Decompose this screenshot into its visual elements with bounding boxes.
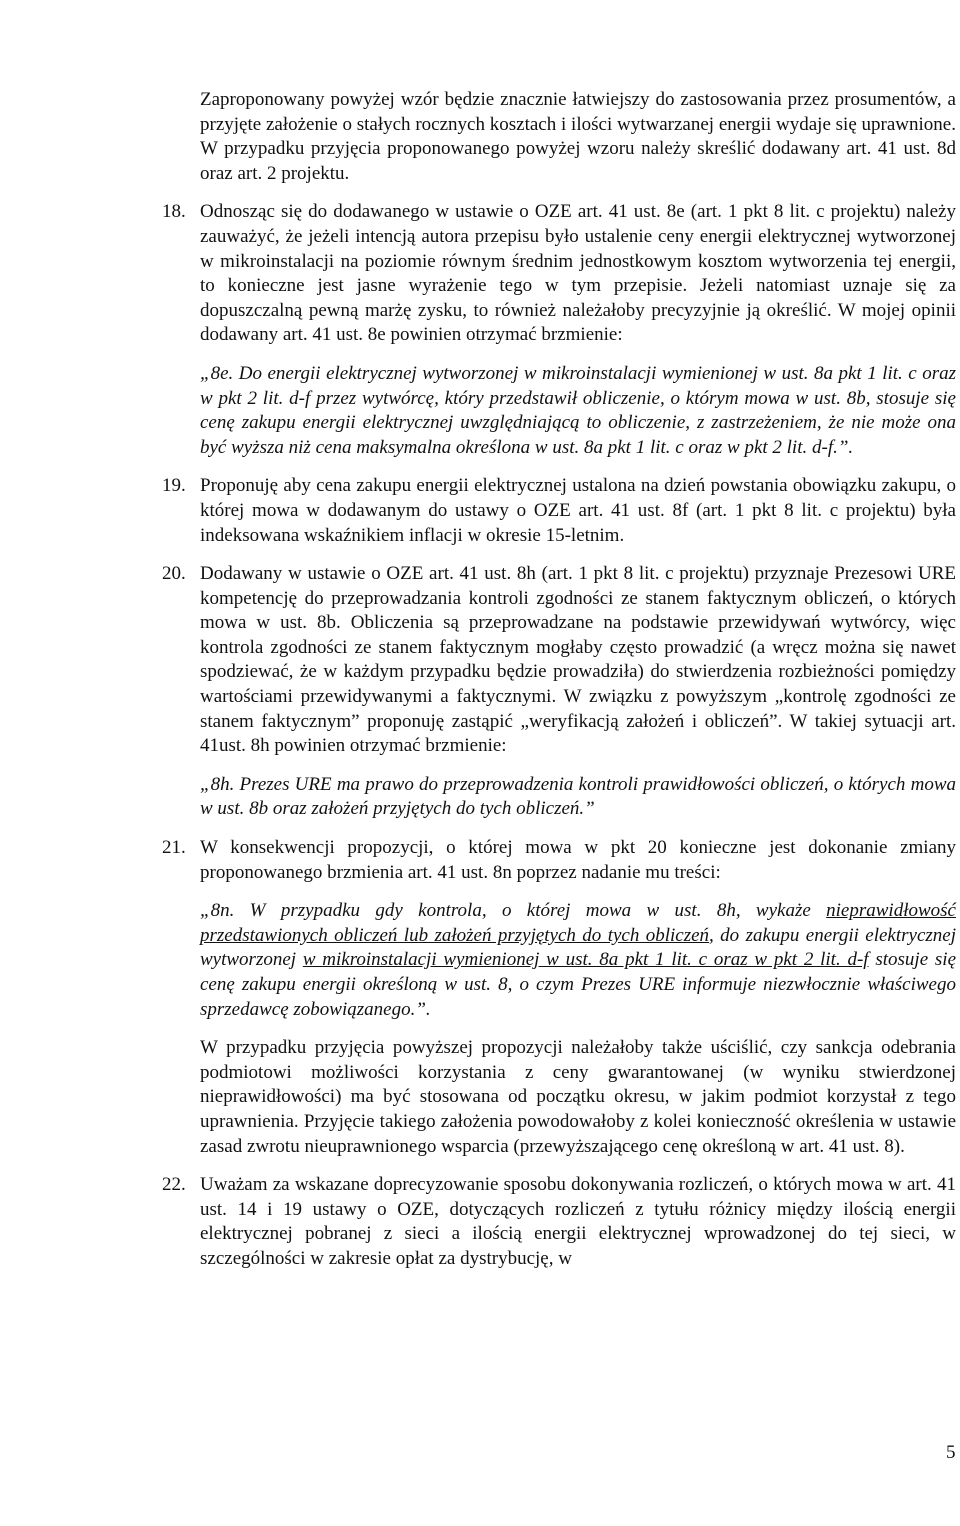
item-number: 20. [162,563,186,585]
list-item-19 [162,474,956,548]
item-number: 22. [162,1174,186,1196]
item-number: 19. [162,475,186,497]
item-followup-text: W przypadku przyjęcia powyższej propozycji należałoby także uściślić, czy sankcja odebrania podmiotowi możliwości korzystania z ceny gwarantowanej (w wyniku stwierdzonej nieprawidłowości) ma być stosowana od początku okresu, w jakim podmiot korzystał z tego uprawnienia. Przyjęcie takiego założenia powodowałoby z kolei konieczność określenia w ustawie zasad zwrotu nieuprawnionego wsparcia (przewyższającego cenę określoną w art. 41 ust. 8). [200,1037,956,1157]
item-number: 18. [162,201,186,223]
item-number: 21. [162,837,186,859]
document-body [162,88,956,1286]
proposed-provision-quote: „8h. Prezes URE ma prawo do przeprowadzenia kontroli prawidłowości obliczeń, o których mowa w ust. 8b oraz założeń przyjętych do tych obliczeń.” [200,773,956,820]
proposed-provision-quote: „8e. Do energii elektrycznej wytworzonej w mikroinstalacji wymienionej w ust. 8a pkt 1 lit. c oraz w pkt 2 lit. d-f przez wytwórcę, który przedstawił obliczenie, o którym mowa w ust. 8b, stosuje się cenę zakupu energii elektrycznej uwzględniającą to obliczenie, z zastrzeżeniem, że nie może ona być wyższa niż cena maksymalna określona w ust. 8a pkt 1 lit. c oraz w pkt 2 lit. d-f.”. [200,362,956,458]
list-item-18 [162,200,956,460]
item-text: Dodawany w ustawie o OZE art. 41 ust. 8h (art. 1 pkt 8 lit. c projektu) przyznaje Prezesowi URE kompetencję do przeprowadzania kontroli zgodności ze stanem faktycznym obliczeń, o których mowa w ust. 8b. Obliczenia są przeprowadzane na podstawie przewidywań wytwórcy, więc kontrola zgodności ze stanem faktycznym mogłaby często prowadzić (a wręcz można się nawet spodziewać, że w każdym przypadku będzie prowadziła) do stwierdzenia rozbieżności pomiędzy wartościami przewidywanymi a faktycznymi. W związku z powyższym „kontrolę zgodności ze stanem faktycznym” proponuję zastąpić „weryfikacją założeń i obliczeń”. W takiej sytuacji art. 41ust. 8h powinien otrzymać brzmienie: [200,563,956,757]
quote-part: „8n. W przypadku gdy kontrola, o której mowa w ust. 8h, wykaże [200,900,827,922]
list-item-20 [162,562,956,822]
quote-part: stosuje się cenę zakupu energii określoną w ust. 8, o czym Prezes URE informuje niezwłocznie właściwego sprzedawcę zobowiązanego.”. [200,949,956,1020]
item-text: W konsekwencji propozycji, o której mowa w pkt 20 konieczne jest dokonanie zmiany proponowanego brzmienia art. 41 ust. 8n poprzez nadanie mu treści: [200,837,956,883]
intro-paragraph: Zaproponowany powyżej wzór będzie znacznie łatwiejszy do zastosowania przez prosumentów, a przyjęte założenie o stałych rocznych kosztach i ilości wytwarzanej energii wydaje się uprawnione. W przypadku przyjęcia proponowanego powyżej wzoru należy skreślić dodawany art. 41 ust. 8d oraz art. 2 projektu. [200,89,956,184]
item-text: Proponuję aby cena zakupu energii elektrycznej ustalona na dzień powstania obowiązku zakupu, o której mowa w dodawanym do ustawy o OZE art. 41 ust. 8f (art. 1 pkt 8 lit. c projektu) była indeksowana wskaźnikiem inflacji w okresie 15-letnim. [200,475,956,546]
item-text: Odnosząc się do dodawanego w ustawie o OZE art. 41 ust. 8e (art. 1 pkt 8 lit. c projektu) należy zauważyć, że jeżeli intencją autora przepisu było ustalenie ceny energii elektrycznej wytworzonej w mikroinstalacji na poziomie równym średnim jednostkowym kosztom wytworzenia tej energii, to konieczne jest jasne wyrażenie tego w tym przepisie. Jeżeli natomiast uznaje się za dopuszczalną pewną marżę zysku, to również należałoby precyzyjnie ją określić. W mojej opinii dodawany art. 41 ust. 8e powinien otrzymać brzmienie: [200,201,956,346]
item-text: Uważam za wskazane doprecyzowanie sposobu dokonywania rozliczeń, o których mowa w art. 41 ust. 14 i 19 ustawy o OZE, dotyczących rozliczeń z tytułu różnicy między ilością energii elektrycznej pobranej z sieci a ilością energii elektrycznej wprowadzonej do tej sieci, w szczególności w zakresie opłat za dystrybucję, w [200,1174,956,1269]
list-item-21 [162,836,956,1159]
proposed-provision-quote [200,899,956,1022]
underlined-quote-part: w mikroinstalacji wymienionej w ust. 8a pkt 1 lit. c oraz w pkt 2 lit. d-f [302,949,869,971]
underlined-quote-part: nieprawidłowość przedstawionych obliczeń lub założeń przyjętych do tych obliczeń [200,900,956,946]
page-number: 5 [946,1442,956,1463]
list-item-22 [162,1173,956,1271]
quote-part: , do zakupu energii elektrycznej wytworzonej [200,924,956,971]
